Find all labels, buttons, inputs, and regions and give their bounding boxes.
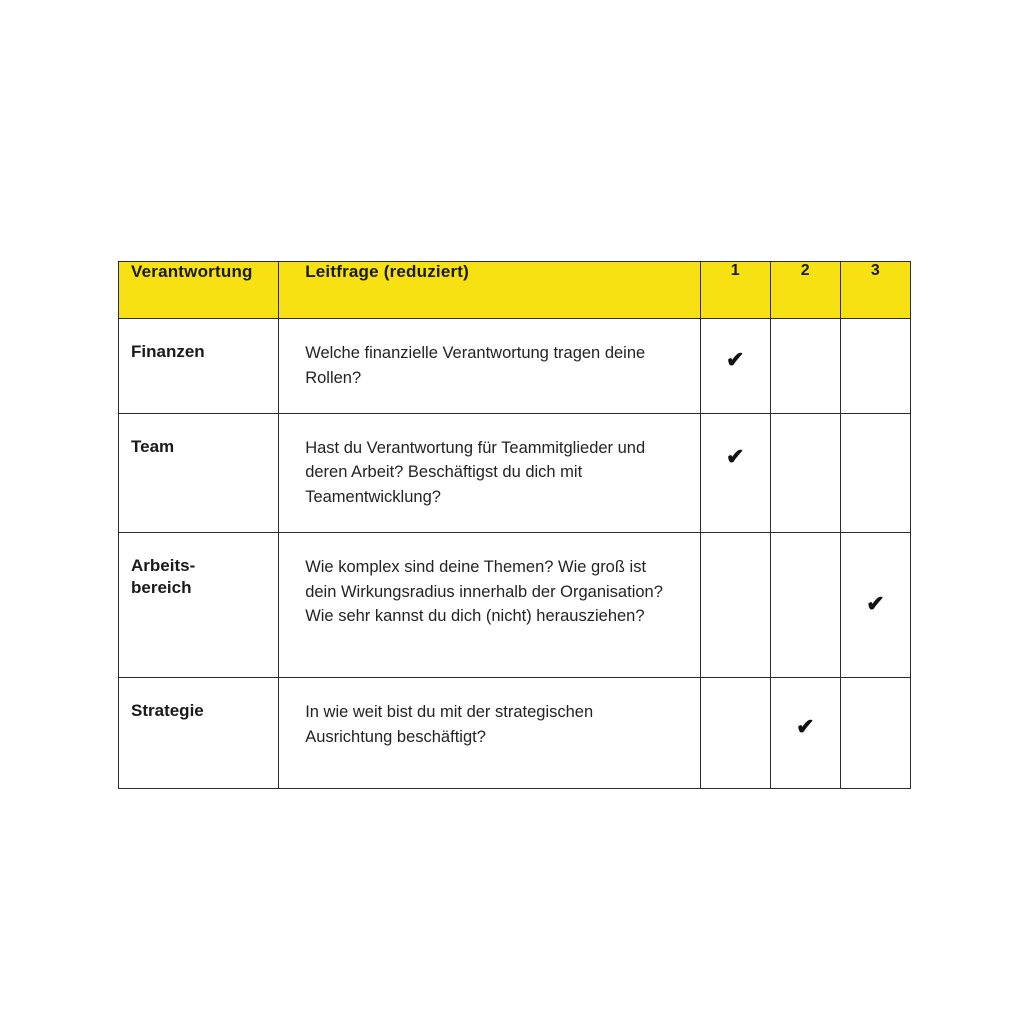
row-area-label: Strategie — [131, 700, 204, 720]
checkmark-icon — [701, 533, 770, 593]
row-question-cell — [279, 677, 701, 788]
table-row — [119, 532, 911, 677]
row-area-label: Arbeits- bereich — [131, 555, 196, 597]
row-area-cell — [119, 532, 279, 677]
header-score-1: 1 — [700, 262, 770, 319]
table-row — [119, 413, 911, 532]
header-score-3: 3 — [840, 262, 910, 319]
checkmark-icon: ✔ — [726, 347, 745, 372]
checkmark-icon — [841, 678, 910, 716]
table-header — [119, 262, 911, 319]
row-area-cell — [119, 319, 279, 414]
checkmark-icon: ✔ — [726, 443, 745, 469]
table-row — [119, 677, 911, 788]
row-question-cell — [279, 319, 701, 414]
row-area-cell — [119, 413, 279, 532]
matrix-table — [118, 261, 911, 789]
row-area-label: Finanzen — [131, 342, 205, 361]
row-score-3-cell[interactable] — [840, 319, 910, 414]
row-score-2-cell[interactable] — [770, 677, 840, 788]
row-score-1-cell[interactable] — [700, 319, 770, 414]
checkmark-icon — [771, 533, 840, 593]
checkmark-icon: ✔ — [866, 590, 885, 616]
checkmark-icon — [771, 319, 840, 349]
row-score-3-cell[interactable] — [840, 677, 910, 788]
header-responsibility: Verantwortung — [119, 262, 279, 319]
row-area-cell — [119, 677, 279, 788]
row-score-1-cell[interactable] — [700, 677, 770, 788]
row-score-3-cell[interactable] — [840, 413, 910, 532]
row-question-text: In wie weit bist du mit der strategischen Ausrichtung beschäftigt? — [305, 702, 594, 746]
table-body — [119, 319, 911, 789]
checkmark-icon — [841, 319, 910, 349]
row-question-text: Welche finanzielle Verantwortung tragen deine Rollen? — [305, 344, 646, 387]
row-score-1-cell[interactable] — [700, 413, 770, 532]
checkmark-icon — [701, 678, 770, 716]
header-score-2: 2 — [770, 262, 840, 319]
checkmark-icon — [841, 414, 910, 446]
row-score-1-cell[interactable] — [700, 532, 770, 677]
responsibility-matrix — [118, 261, 911, 789]
row-question-text: Hast du Verantwortung für Teammitglieder und deren Arbeit? Beschäftigst du dich mit Teamentwicklung? — [305, 438, 646, 506]
header-row — [119, 262, 911, 319]
row-score-2-cell[interactable] — [770, 413, 840, 532]
row-question-text: Wie komplex sind deine Themen? Wie groß ist dein Wirkungsradius innerhalb der Organisation? Wie sehr kannst du dich (nicht) herausziehen? — [305, 557, 663, 626]
header-question: Leitfrage (reduziert) — [279, 262, 701, 319]
row-question-cell — [279, 413, 701, 532]
row-question-cell — [279, 532, 701, 677]
row-score-2-cell[interactable] — [770, 532, 840, 677]
row-score-2-cell[interactable] — [770, 319, 840, 414]
row-score-3-cell[interactable] — [840, 532, 910, 677]
checkmark-icon — [771, 414, 840, 446]
row-area-label: Team — [131, 436, 175, 456]
table-row — [119, 319, 911, 414]
checkmark-icon: ✔ — [796, 713, 815, 739]
